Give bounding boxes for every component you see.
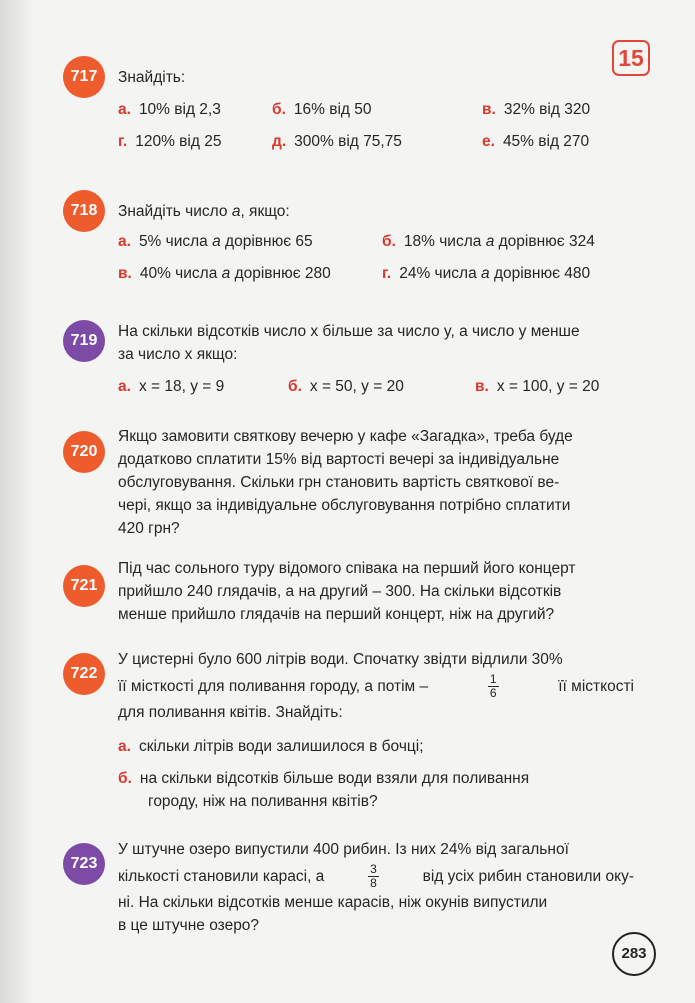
problem-723-text: У штучне озеро випустили 400 рибин. Із них 24% від загальної кількості становили карасі, а $\frac{3}{8}$ від усіх рибин становили оку- ні. На скільки відсотків менше карасів, ніж окунів випустили в це штучне озеро? [118,841,634,934]
problem-number-720: 720 [63,431,105,473]
problem-number-717: 717 [63,56,105,98]
problem-722-text: У цистерні було 600 літрів води. Спочатку звідти відлили 30% її місткості для поливання городу, а потім – $\frac{1}{6}$ її місткості для поливання квітів. Знайдіть: [118,651,634,721]
problem-719-text: На скільки відсотків число x більше за число y, а число y менше за число x якщо: [118,323,580,363]
fraction-one-sixth: $\frac{1}{6}$ [489,671,497,700]
problem-718-title: Знайдіть число a, якщо: [118,203,290,220]
item-717-b: б. 16% від 50 [272,101,372,118]
item-718-d: г. 24% числа a дорівнює 480 [382,265,591,282]
item-719-b: б. x = 50, y = 20 [288,378,404,395]
problem-720-text: Якщо замовити святкову вечерю у кафе «Загадка», треба буде додатково сплатити 15% від вартості вечері за індивідуальне обслуговування. Скільки грн становить вартість святкової ве- чері, якщо за індивідуальне обслуговування потрібно сплатити 420 грн? [118,428,573,537]
problem-number-718: 718 [63,190,105,232]
fraction-three-eighths: $\frac{3}{8}$ [370,861,377,890]
item-722-a: а. скільки літрів води залишилося в бочці; [118,738,424,755]
item-718-b: б. 18% числа a дорівнює 324 [382,233,595,250]
problem-number-721: 721 [63,565,105,607]
problem-723-line2: кількості становили карасі, а $\frac{3}{8}$ від усіх рибин становили оку- [118,861,634,890]
problem-717-title: Знайдіть: [118,69,186,86]
item-717-d: г. 120% від 25 [118,133,222,150]
item-718-c: в. 40% числа a дорівнює 280 [118,265,331,282]
item-718-a: а. 5% числа a дорівнює 65 [118,233,313,250]
page-number: 283 [612,932,656,976]
chapter-badge: 15 [612,40,650,76]
item-719-c: в. x = 100, y = 20 [475,378,600,395]
item-717-a: а. 10% від 2,3 [118,101,221,118]
problem-number-722: 722 [63,653,105,695]
item-719-a: а. x = 18, y = 9 [118,378,225,395]
item-722-b: б. на скільки відсотків більше води взяли для поливання городу, ніж на поливання квітів? [118,770,530,810]
problem-number-723: 723 [63,843,105,885]
item-717-e: д. 300% від 75,75 [272,133,402,150]
problem-number-719: 719 [63,320,105,362]
problem-721-text: Під час сольного туру відомого співака на перший його концерт прийшло 240 глядачів, а на другий – 300. На скільки відсотків менше прийшло глядачів на перший концерт, ніж на другий? [118,560,576,623]
page-fold-shadow [0,0,34,1003]
problem-722-line2: її місткості для поливання городу, а потім – $\frac{1}{6}$ її місткості [118,671,634,700]
item-717-c: в. 32% від 320 [482,101,591,118]
item-717-f: е. 45% від 270 [482,133,590,150]
